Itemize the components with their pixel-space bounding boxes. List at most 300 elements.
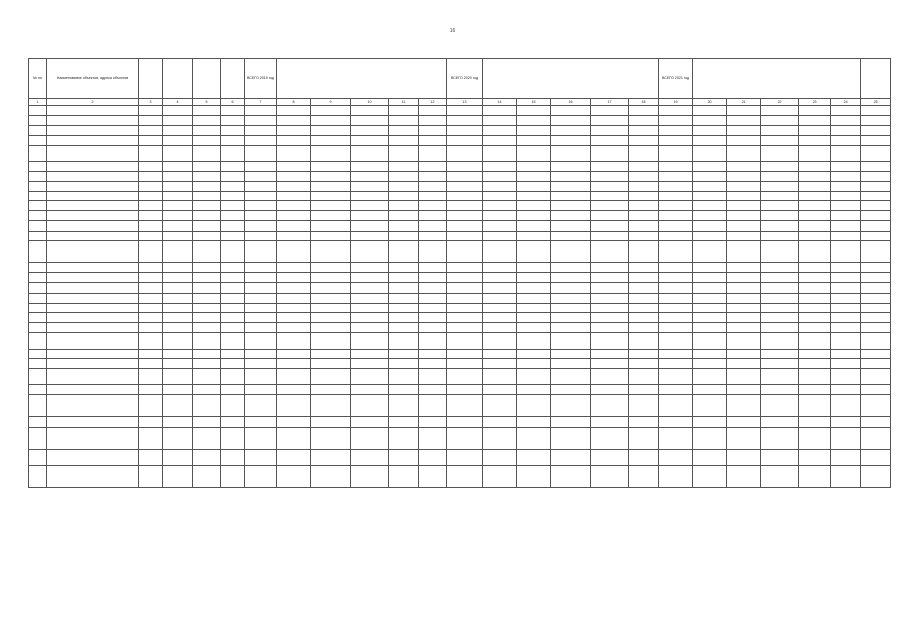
- table-cell: [831, 385, 861, 395]
- table-cell: [245, 146, 277, 162]
- table-cell: [221, 303, 245, 312]
- table-cell: [277, 171, 311, 181]
- table-cell: [447, 323, 483, 333]
- table-cell: [517, 211, 551, 221]
- table-cell: [193, 283, 221, 293]
- table-cell: [861, 201, 891, 211]
- table-cell: [693, 273, 727, 283]
- object-name-cell: [47, 191, 139, 200]
- table-cell: [447, 181, 483, 191]
- table-cell: [591, 312, 629, 322]
- table-cell: [163, 106, 193, 115]
- table-cell: [245, 368, 277, 384]
- table-cell: [351, 135, 389, 145]
- table-cell: [351, 368, 389, 384]
- table-cell: [193, 368, 221, 384]
- table-cell: [761, 171, 799, 181]
- table-cell: [591, 349, 629, 358]
- table-cell: [629, 333, 659, 349]
- table-cell: [659, 358, 693, 368]
- table-cell: [29, 171, 47, 181]
- table-cell: [517, 283, 551, 293]
- table-cell: [29, 293, 47, 303]
- column-number: 4: [163, 99, 193, 106]
- table-cell: [861, 333, 891, 349]
- table-cell: [139, 106, 163, 115]
- table-cell: [193, 231, 221, 240]
- table-cell: [139, 303, 163, 312]
- table-cell: [351, 358, 389, 368]
- table-cell: [861, 125, 891, 135]
- table-cell: [221, 221, 245, 231]
- table-cell: [447, 273, 483, 283]
- table-cell: [419, 125, 447, 135]
- object-name-cell: [47, 135, 139, 145]
- table-cell: [517, 231, 551, 240]
- header-group: [483, 59, 659, 99]
- table-cell: [551, 385, 591, 395]
- table-cell: [351, 273, 389, 283]
- table-cell: [861, 293, 891, 303]
- table-cell: [629, 106, 659, 115]
- table-cell: [761, 106, 799, 115]
- table-cell: [591, 333, 629, 349]
- table-cell: [831, 240, 861, 262]
- table-cell: [517, 349, 551, 358]
- table-cell: [419, 263, 447, 273]
- table-cell: [193, 427, 221, 449]
- table-cell: [517, 181, 551, 191]
- object-name-cell: [47, 368, 139, 384]
- table-cell: [221, 125, 245, 135]
- table-cell: [351, 293, 389, 303]
- table-cell: [139, 263, 163, 273]
- table-cell: [831, 466, 861, 488]
- table-cell: [861, 358, 891, 368]
- table-cell: [831, 283, 861, 293]
- table-cell: [659, 115, 693, 125]
- table-cell: [799, 146, 831, 162]
- table-cell: [277, 466, 311, 488]
- table-cell: [693, 427, 727, 449]
- table-cell: [629, 231, 659, 240]
- table-cell: [629, 171, 659, 181]
- table-row: [29, 135, 891, 145]
- table-cell: [517, 171, 551, 181]
- table-cell: [139, 135, 163, 145]
- table-cell: [193, 146, 221, 162]
- table-cell: [483, 312, 517, 322]
- table-cell: [419, 231, 447, 240]
- table-cell: [221, 181, 245, 191]
- table-cell: [221, 349, 245, 358]
- table-cell: [447, 417, 483, 427]
- table-cell: [591, 201, 629, 211]
- table-cell: [277, 191, 311, 200]
- table-cell: [311, 368, 351, 384]
- table-cell: [221, 358, 245, 368]
- table-cell: [221, 201, 245, 211]
- table-cell: [517, 466, 551, 488]
- table-cell: [447, 135, 483, 145]
- table-cell: [139, 349, 163, 358]
- table-cell: [761, 368, 799, 384]
- table-cell: [311, 125, 351, 135]
- table-cell: [799, 349, 831, 358]
- table-cell: [693, 115, 727, 125]
- table-cell: [139, 240, 163, 262]
- table-cell: [29, 211, 47, 221]
- table-row: [29, 323, 891, 333]
- table-cell: [761, 293, 799, 303]
- table-cell: [799, 221, 831, 231]
- table-cell: [861, 106, 891, 115]
- table-cell: [761, 201, 799, 211]
- object-name-cell: [47, 293, 139, 303]
- table-cell: [447, 395, 483, 417]
- table-cell: [517, 395, 551, 417]
- table-cell: [761, 303, 799, 312]
- table-cell: [831, 303, 861, 312]
- section-row: [29, 191, 891, 200]
- table-cell: [761, 333, 799, 349]
- table-cell: [245, 211, 277, 221]
- table-cell: [693, 181, 727, 191]
- table-cell: [311, 466, 351, 488]
- table-cell: [831, 417, 861, 427]
- table-cell: [591, 240, 629, 262]
- table-cell: [551, 221, 591, 231]
- table-cell: [447, 466, 483, 488]
- table-cell: [193, 385, 221, 395]
- table-cell: [193, 221, 221, 231]
- table-cell: [727, 385, 761, 395]
- table-cell: [517, 146, 551, 162]
- table-row: [29, 146, 891, 162]
- table-cell: [831, 162, 861, 171]
- table-cell: [799, 125, 831, 135]
- table-cell: [139, 368, 163, 384]
- table-cell: [163, 466, 193, 488]
- header-cell: [163, 59, 193, 99]
- table-cell: [389, 368, 419, 384]
- table-cell: [517, 368, 551, 384]
- table-cell: [629, 303, 659, 312]
- table-cell: [591, 125, 629, 135]
- table-cell: [483, 417, 517, 427]
- header-cell: ВСЕГО 2019 год: [245, 59, 277, 99]
- column-number: 16: [551, 99, 591, 106]
- table-cell: [831, 146, 861, 162]
- table-cell: [799, 368, 831, 384]
- column-number: 24: [831, 99, 861, 106]
- table-cell: [629, 466, 659, 488]
- object-name-cell: [47, 201, 139, 211]
- table-cell: [277, 263, 311, 273]
- table-cell: [419, 106, 447, 115]
- table-cell: [311, 283, 351, 293]
- table-cell: [831, 312, 861, 322]
- table-cell: [629, 293, 659, 303]
- table-cell: [351, 211, 389, 221]
- table-cell: [311, 427, 351, 449]
- object-name-cell: [47, 231, 139, 240]
- header-cell: Наименование объектов, адреса объектов: [47, 59, 139, 99]
- table-cell: [727, 449, 761, 465]
- table-cell: [761, 323, 799, 333]
- table-cell: [163, 135, 193, 145]
- table-cell: [659, 303, 693, 312]
- table-cell: [193, 349, 221, 358]
- header-cell: ВСЕГО 2021 год: [659, 59, 693, 99]
- table-cell: [389, 125, 419, 135]
- table-cell: [29, 115, 47, 125]
- table-cell: [389, 191, 419, 200]
- table-cell: [29, 191, 47, 200]
- table-cell: [29, 427, 47, 449]
- table-cell: [483, 240, 517, 262]
- table-cell: [831, 181, 861, 191]
- table-cell: [389, 427, 419, 449]
- table-cell: [693, 368, 727, 384]
- header-cell: [221, 59, 245, 99]
- table-cell: [419, 349, 447, 358]
- table-body: [29, 106, 891, 488]
- table-cell: [389, 358, 419, 368]
- table-cell: [799, 466, 831, 488]
- table-cell: [761, 135, 799, 145]
- table-cell: [591, 427, 629, 449]
- column-number-row: [29, 99, 891, 106]
- table-cell: [447, 201, 483, 211]
- table-cell: [693, 358, 727, 368]
- table-cell: [447, 115, 483, 125]
- table-cell: [163, 283, 193, 293]
- table-cell: [419, 201, 447, 211]
- table-cell: [517, 162, 551, 171]
- table-cell: [693, 349, 727, 358]
- table-cell: [551, 231, 591, 240]
- table-cell: [861, 240, 891, 262]
- table-cell: [551, 349, 591, 358]
- table-cell: [277, 349, 311, 358]
- table-cell: [727, 191, 761, 200]
- table-cell: [761, 273, 799, 283]
- table-cell: [861, 385, 891, 395]
- table-cell: [861, 263, 891, 273]
- table-cell: [659, 181, 693, 191]
- table-cell: [139, 312, 163, 322]
- table-cell: [659, 162, 693, 171]
- table-cell: [517, 385, 551, 395]
- table-cell: [419, 171, 447, 181]
- table-cell: [245, 323, 277, 333]
- table-cell: [277, 395, 311, 417]
- object-name-cell: [47, 349, 139, 358]
- table-cell: [277, 240, 311, 262]
- object-name-cell: [47, 385, 139, 395]
- table-cell: [517, 323, 551, 333]
- table-cell: [419, 273, 447, 283]
- table-cell: [163, 368, 193, 384]
- table-cell: [693, 162, 727, 171]
- table-cell: [629, 273, 659, 283]
- table-cell: [483, 211, 517, 221]
- object-name-cell: [47, 449, 139, 465]
- table-cell: [831, 125, 861, 135]
- table-cell: [693, 201, 727, 211]
- table-cell: [351, 395, 389, 417]
- table-cell: [659, 449, 693, 465]
- table-cell: [311, 181, 351, 191]
- table-cell: [193, 312, 221, 322]
- table-cell: [389, 293, 419, 303]
- table-cell: [389, 283, 419, 293]
- table-cell: [517, 240, 551, 262]
- object-name-cell: [47, 466, 139, 488]
- table-cell: [551, 115, 591, 125]
- object-name-cell: [47, 146, 139, 162]
- table-cell: [591, 211, 629, 221]
- table-cell: [29, 240, 47, 262]
- table-cell: [551, 293, 591, 303]
- table-cell: [419, 283, 447, 293]
- table-cell: [277, 231, 311, 240]
- table-cell: [311, 191, 351, 200]
- table-cell: [629, 146, 659, 162]
- table-cell: [311, 146, 351, 162]
- table-row: [29, 333, 891, 349]
- table-cell: [551, 106, 591, 115]
- table-cell: [761, 146, 799, 162]
- table-cell: [447, 191, 483, 200]
- table-cell: [831, 191, 861, 200]
- table-row: [29, 240, 891, 262]
- table-cell: [193, 273, 221, 283]
- table-cell: [629, 125, 659, 135]
- table-cell: [447, 146, 483, 162]
- table-cell: [245, 449, 277, 465]
- table-cell: [693, 385, 727, 395]
- table-cell: [277, 417, 311, 427]
- table-cell: [831, 221, 861, 231]
- table-cell: [163, 125, 193, 135]
- table-cell: [591, 191, 629, 200]
- table-cell: [861, 181, 891, 191]
- table-cell: [139, 395, 163, 417]
- table-cell: [221, 466, 245, 488]
- table-cell: [163, 273, 193, 283]
- table-cell: [311, 417, 351, 427]
- table-cell: [139, 283, 163, 293]
- table-cell: [831, 201, 861, 211]
- column-number: 17: [591, 99, 629, 106]
- table-cell: [277, 146, 311, 162]
- table-cell: [311, 221, 351, 231]
- table-cell: [277, 323, 311, 333]
- table-cell: [727, 273, 761, 283]
- table-cell: [351, 115, 389, 125]
- table-cell: [351, 417, 389, 427]
- header-cell: [139, 59, 163, 99]
- table-cell: [591, 171, 629, 181]
- table-cell: [629, 449, 659, 465]
- table-cell: [447, 221, 483, 231]
- table-cell: [245, 201, 277, 211]
- table-cell: [551, 466, 591, 488]
- table-cell: [693, 323, 727, 333]
- table-row: [29, 417, 891, 427]
- table-cell: [389, 201, 419, 211]
- table-cell: [29, 181, 47, 191]
- table-cell: [277, 293, 311, 303]
- table-cell: [629, 358, 659, 368]
- table-cell: [799, 293, 831, 303]
- table-cell: [221, 312, 245, 322]
- table-cell: [245, 385, 277, 395]
- table-cell: [799, 273, 831, 283]
- table-cell: [693, 211, 727, 221]
- table-cell: [551, 283, 591, 293]
- table-cell: [693, 135, 727, 145]
- table-cell: [163, 349, 193, 358]
- table-cell: [389, 240, 419, 262]
- table-cell: [551, 162, 591, 171]
- table-cell: [591, 368, 629, 384]
- table-cell: [389, 115, 419, 125]
- table-cell: [629, 323, 659, 333]
- table-cell: [831, 395, 861, 417]
- table-cell: [221, 146, 245, 162]
- table-cell: [351, 449, 389, 465]
- table-cell: [163, 449, 193, 465]
- table-cell: [693, 146, 727, 162]
- column-number: 1: [29, 99, 47, 106]
- table-cell: [311, 171, 351, 181]
- table-cell: [139, 115, 163, 125]
- table-cell: [139, 449, 163, 465]
- table-cell: [139, 211, 163, 221]
- table-header-row: [29, 59, 891, 99]
- table-cell: [447, 449, 483, 465]
- header-cell: № пп: [29, 59, 47, 99]
- table-row: [29, 273, 891, 283]
- object-name-cell: [47, 323, 139, 333]
- table-cell: [727, 368, 761, 384]
- table-cell: [221, 115, 245, 125]
- table-row: [29, 125, 891, 135]
- table-cell: [139, 293, 163, 303]
- table-cell: [389, 417, 419, 427]
- table-row: [29, 358, 891, 368]
- table-cell: [483, 273, 517, 283]
- object-name-cell: [47, 263, 139, 273]
- table-cell: [727, 312, 761, 322]
- table-cell: [419, 385, 447, 395]
- table-cell: [221, 368, 245, 384]
- table-cell: [591, 449, 629, 465]
- table-cell: [221, 283, 245, 293]
- table-cell: [659, 221, 693, 231]
- table-cell: [591, 231, 629, 240]
- table-cell: [163, 191, 193, 200]
- table-cell: [193, 358, 221, 368]
- table-cell: [551, 312, 591, 322]
- table-cell: [447, 312, 483, 322]
- table-cell: [551, 323, 591, 333]
- table-row: [29, 385, 891, 395]
- table-cell: [591, 162, 629, 171]
